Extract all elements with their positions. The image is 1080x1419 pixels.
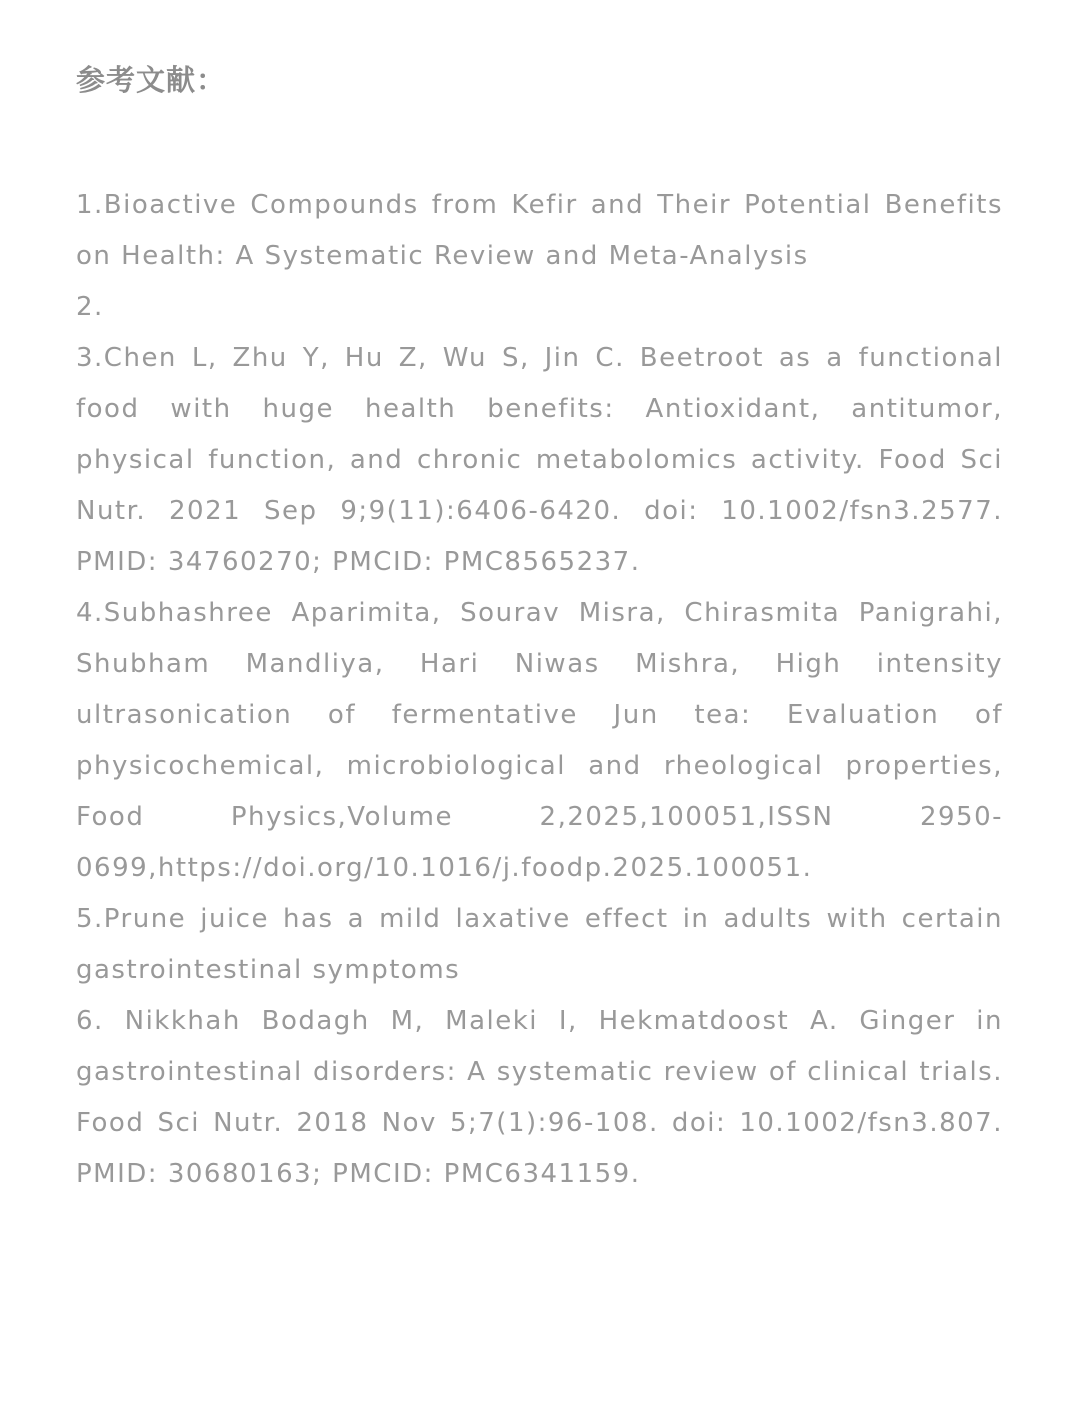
reference-item-2: 2. [76,292,104,322]
references-heading: 参考文献： [76,63,227,97]
reference-item-3: 3.Chen L, Zhu Y, Hu Z, Wu S, Jin C. Beetroot as a functional food with huge health benefits: Antioxidant, antitumor, physical function, and chronic metabolomics activity. Food Sci Nutr. 2021 Sep 9;9(11):6406-6420. doi: 10.1002/fsn3.2577. PMID: 34760270; PMCID: PMC8565237. [76,343,1003,577]
reference-item-6: 6. Nikkhah Bodagh M, Maleki I, Hekmatdoost A. Ginger in gastrointestinal disorders: A systematic review of clinical trials. Food Sci Nutr. 2018 Nov 5;7(1):96-108. doi: 10.1002/fsn3.807. PMID: 30680163; PMCID: PMC6341159. [76,1006,1003,1189]
reference-list [76,180,1003,1200]
reference-item-4: 4.Subhashree Aparimita, Sourav Misra, Chirasmita Panigrahi, Shubham Mandliya, Hari Niwas Mishra, High intensity ultrasonication of fermentative Jun tea: Evaluation of physicochemical, microbiological and rheological properties, Food Physics,Volume 2,2025,100051,ISSN 2950-0699,https://doi.org/10.1016/j.foodp.2025.100051. [76,598,1003,883]
reference-item-1: 1.Bioactive Compounds from Kefir and Their Potential Benefits on Health: A Systematic Review and Meta-Analysis [76,190,1003,271]
reference-item-5: 5.Prune juice has a mild laxative effect in adults with certain gastrointestinal symptoms [76,904,1003,985]
